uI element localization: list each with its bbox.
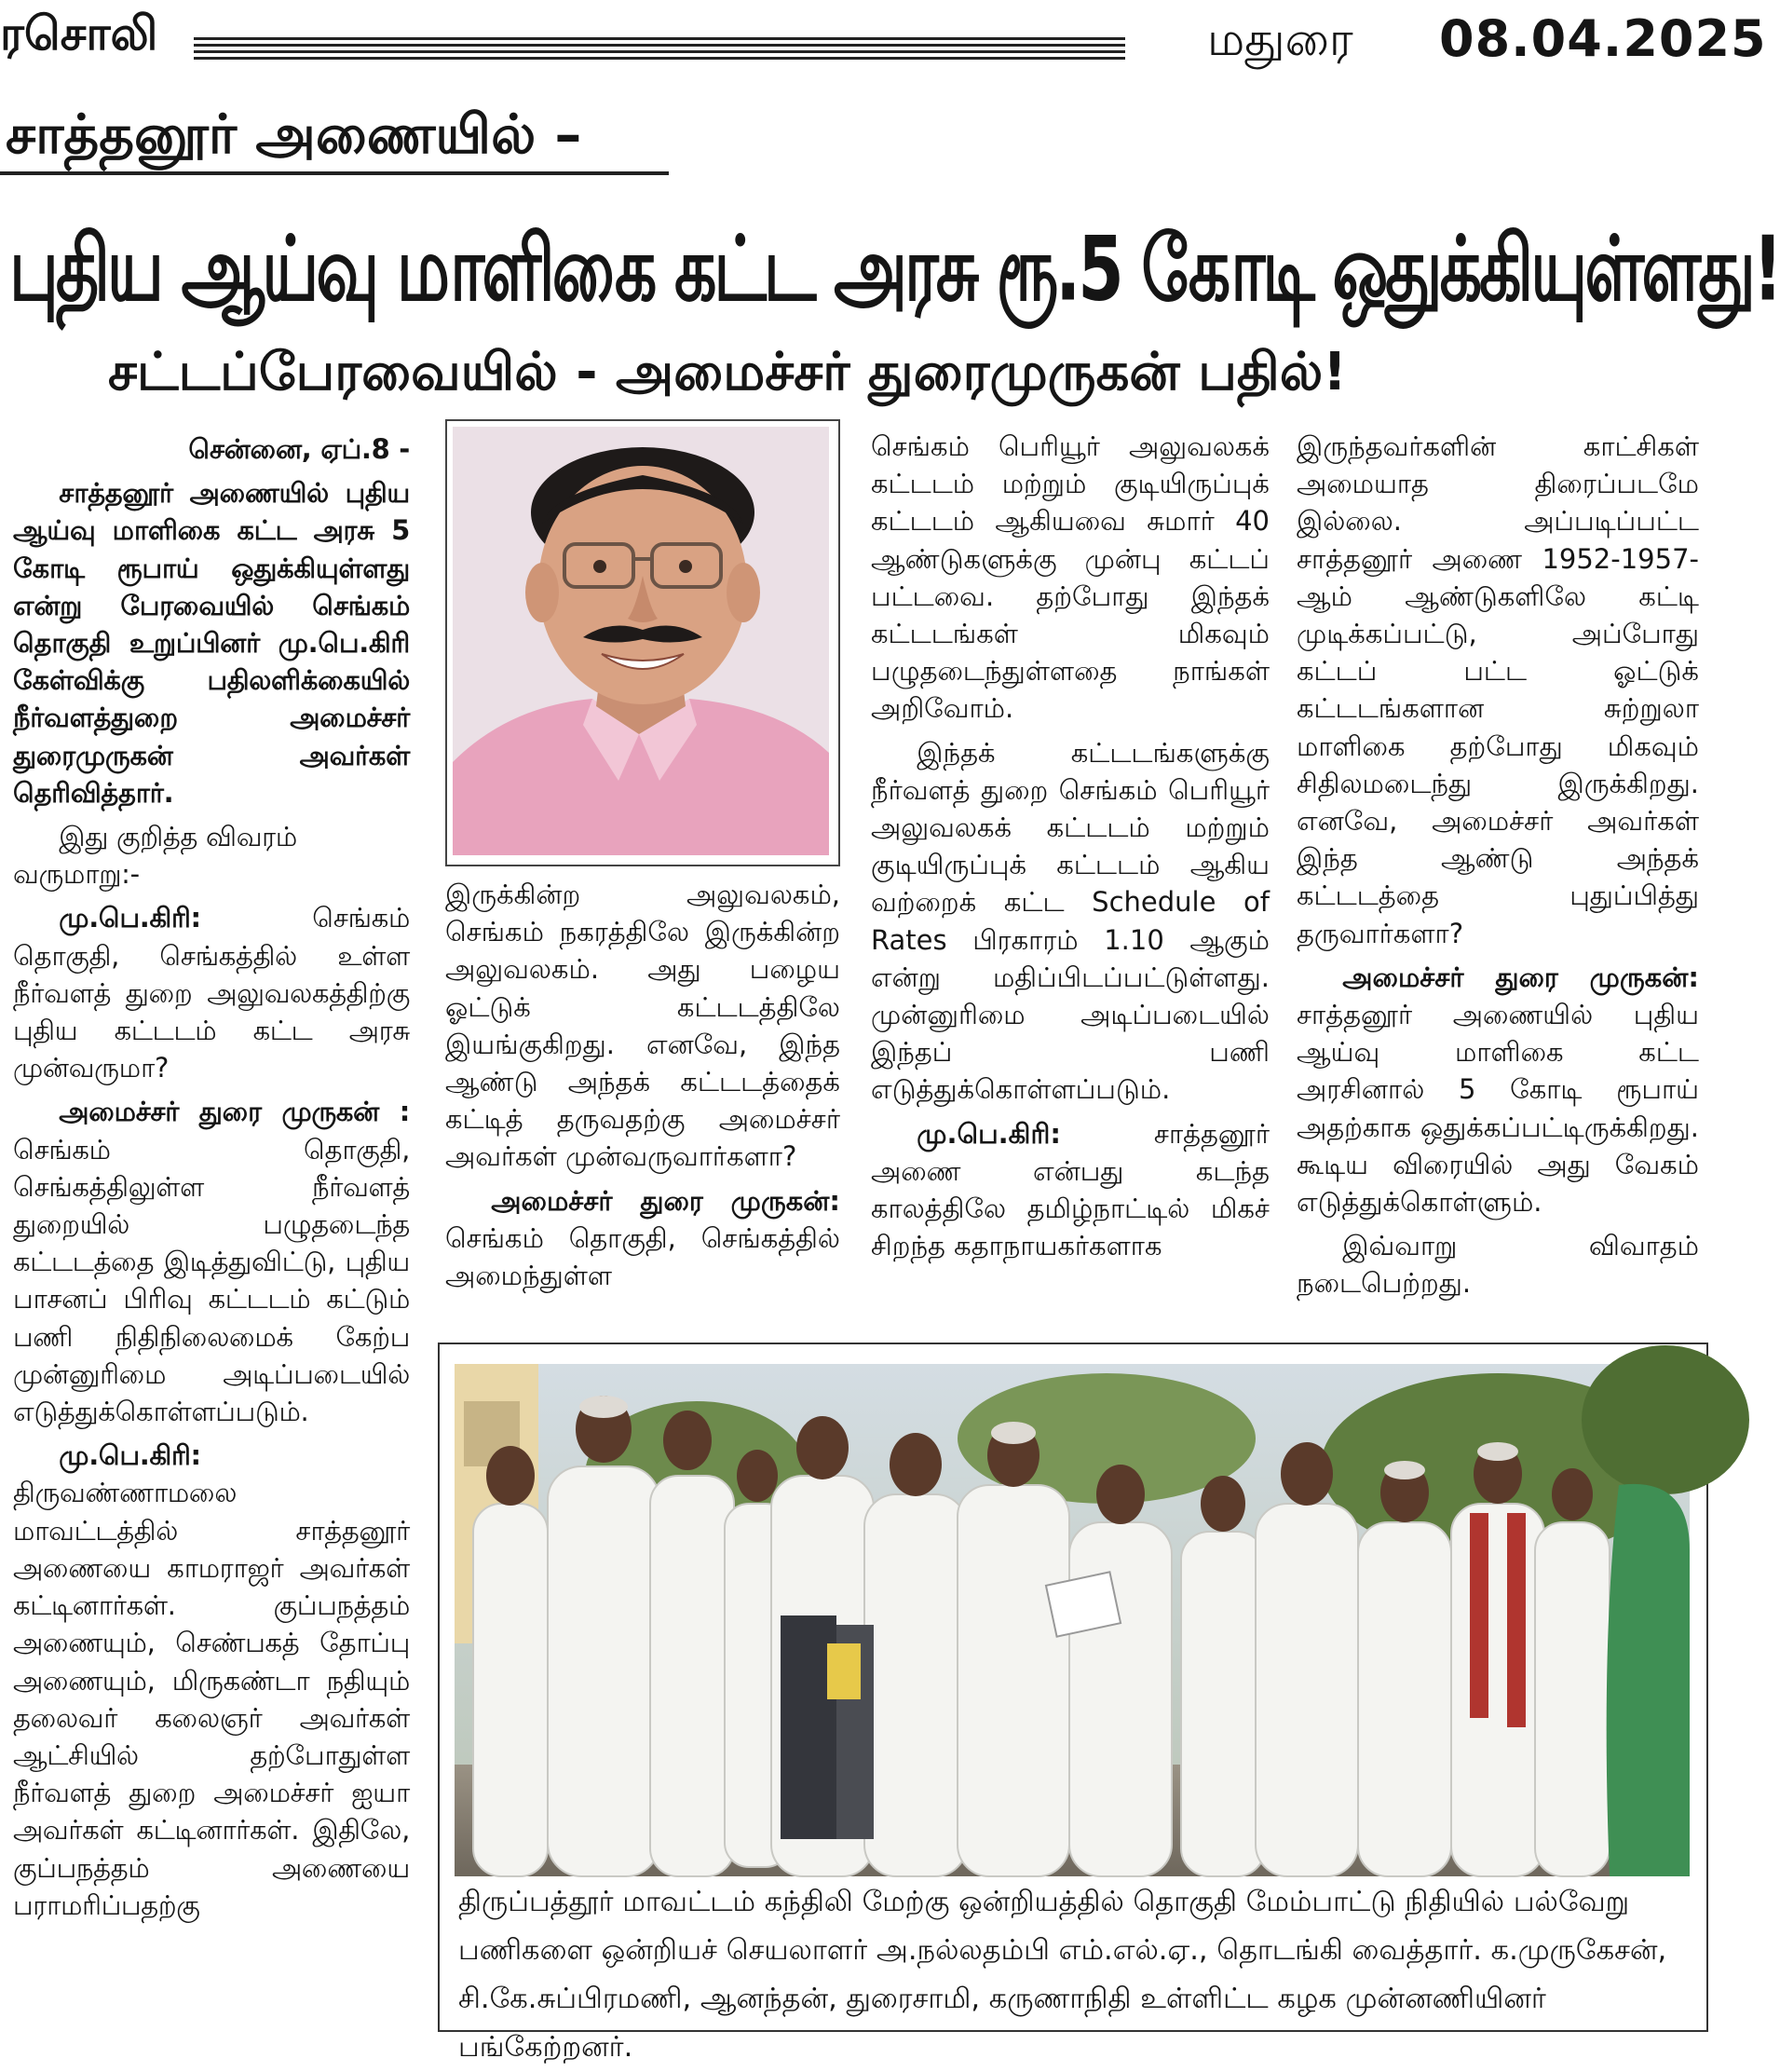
newspaper-name: ரசொலி xyxy=(0,7,158,61)
paragraph-text: இந்தக் கட்டடங்களுக்கு நீர்வளத் துறை செங்கம் பெரியூர் அலுவலகக் கட்டடம் மற்றும் குடியிருப்புக் கட்டடம் ஆகிய வற்றைக் கட்ட Schedule of Rates பிரகாரம் 1.10 ஆகும் என்று மதிப்பிடப்பட்டுள்ளது. முன்னுரிமை அடிப்படையில் இந்தப் பணி எடுத்துக்கொள்ளப்படும். xyxy=(871,736,1270,1106)
speaker-name: மு.பெ.கிரி: xyxy=(59,902,201,934)
paragraph xyxy=(871,428,1270,728)
paragraph-text: இருக்கின்ற அலுவலகம், செங்கம் நகரத்திலே இருக்கின்ற அலுவலகம். அது பழைய ஓட்டுக் கட்டடத்திலே இயங்குகிறது. எனவே, இந்த ஆண்டு அந்தக் கட்டடத்தைக் கட்டித் தருவதற்கு அமைச்சர் அவர்கள் முன்வருவார்களா? xyxy=(445,879,840,1173)
paragraph xyxy=(13,1437,410,1924)
paragraph-text: செங்கம் தொகுதி, செங்கத்திலுள்ள நீர்வளத் துறையில் பழுதடைந்த கட்டடத்தை இடித்துவிட்டு, புதிய பாசனப் பிரிவு கட்டடம் கட்டும் பணி நிதிநிலைமைக் கேற்ப முன்னுரிமை அடிப்படையில் எடுத்துக்கொள்ளப்படும். xyxy=(13,1133,410,1428)
paragraph xyxy=(871,734,1270,1109)
paragraph-text: செங்கம் தொகுதி, செங்கத்தில் அமைந்துள்ள xyxy=(445,1221,840,1292)
paragraph-text: செங்கம் பெரியூர் அலுவலகக் கட்டடம் மற்றும் குடியிருப்புக் கட்டடம் ஆகியவை சுமார் 40 ஆண்டுகளுக்கு முன்பு கட்டப் பட்டவை. தற்போது இந்தக் கட்டடங்கள் மிகவும் பழுதடைந்துள்ளதை நாங்கள் அறிவோம். xyxy=(871,430,1270,725)
paragraph xyxy=(445,1182,840,1295)
speaker-name: மு.பெ.கிரி: xyxy=(59,1439,201,1472)
kicker-underline xyxy=(0,171,669,175)
speaker-name: அமைச்சர் துரை முருகன்: xyxy=(1342,961,1699,993)
paragraph xyxy=(1297,959,1699,1220)
headline-kicker: சாத்தனூர் அணையில் – xyxy=(6,102,582,166)
masthead-rule xyxy=(194,37,1125,60)
paragraph xyxy=(13,899,410,1086)
speaker-name: அமைச்சர் துரை முருகன் : xyxy=(59,1096,410,1128)
paragraph xyxy=(13,1093,410,1430)
speaker-name: அமைச்சர் துரை முருகன்: xyxy=(491,1184,840,1217)
paragraph-text: செங்கம் தொகுதி, செங்கத்தில் உள்ள நீர்வளத் துறை அலுவலகத்திற்கு புதிய கட்டடம் கட்ட அரசு முன்வருமா? xyxy=(13,902,410,1084)
sub-headline: சட்டப்பேரவையில் - அமைச்சர் துரைமுருகன் பதில்! xyxy=(108,342,1347,402)
paragraph xyxy=(445,876,840,1176)
minister-portrait xyxy=(453,427,829,855)
paragraph-text: திருவண்ணாமலை மாவட்டத்தில் சாத்தனூர் அணையை காமராஜர் அவர்கள் கட்டினார்கள். குப்பநத்தம் அணையும், செண்பகத் தோப்பு அணையும், மிருகண்டா நதியும் தலைவர் கலைஞர் அவர்கள் ஆட்சியில் தற்போதுள்ள நீர்வளத் துறை அமைச்சர் ஐயா அவர்கள் கட்டினார்கள். இதிலே, குப்பநத்தம் அணையை பராமரிப்பதற்கு xyxy=(13,1477,410,1921)
dateline: சென்னை, ஏப்.8 - xyxy=(188,433,410,465)
paragraph-text: இவ்வாறு விவாதம் நடைபெற்றது. xyxy=(1297,1230,1699,1300)
photo-caption: திருப்பத்தூர் மாவட்டம் கந்திலி மேற்கு ஒன்றியத்தில் தொகுதி மேம்பாட்டு நிதியில் பல்வேறு பணிகளை ஒன்றியச் செயலாளர் அ.நல்லதம்பி எம்.எல்.ஏ., தொடங்கி வைத்தார். க.முருகேசன், சி.கே.சுப்பிரமணி, ஆனந்தன், துரைசாமி, கருணாநிதி உள்ளிட்ட கழக முன்னணியினர் பங்கேற்றனர். xyxy=(458,1886,1667,2064)
article-column-3 xyxy=(871,428,1270,1271)
article-column-1 xyxy=(13,430,410,1930)
event-photo xyxy=(455,1364,1690,1876)
edition-city: மதுரை xyxy=(1207,12,1353,66)
paragraph xyxy=(871,1115,1270,1265)
paragraph-text: இருந்தவர்களின் காட்சிகள் அமையாத திரைப்படமே இல்லை. அப்படிப்பட்ட சாத்தனூர் அணை 1952-1957-ஆம் ஆண்டுகளிலே கட்டி முடிக்கப்பட்டு, அப்போது கட்டப் பட்ட ஓட்டுக் கட்டடங்களான சுற்றுலா மாளிகை தற்போது மிகவும் சிதிலமடைந்து இருக்கிறது. எனவே, அமைச்சர் அவர்கள் இந்த ஆண்டு அந்தக் கட்டடத்தை புதுப்பித்து தருவார்களா? xyxy=(1297,430,1699,949)
speaker-name: மு.பெ.கிரி: xyxy=(917,1117,1061,1150)
article-lead: சாத்தனூர் அணையில் புதிய ஆய்வு மாளிகை கட்ட அரசு 5 கோடி ரூபாய் ஒதுக்கியுள்ளது என்று பேரவையில் செங்கம் தொகுதி உறுப்பினர் மு.பெ.கிரி கேள்விக்கு பதிலளிக்கையில் நீர்வளத்துறை அமைச்சர் துரைமுருகன் அவர்கள் தெரிவித்தார். xyxy=(13,477,410,809)
paragraph-text: சாத்தனூர் அணையில் புதிய ஆய்வு மாளிகை கட்ட அரசினால் 5 கோடி ரூபாய் அதற்காக ஒதுக்கப்பட்டிருக்கிறது. கூடிய விரையில் அது வேகம் எடுத்துக்கொள்ளும். xyxy=(1297,999,1699,1219)
paragraph-text: சாத்தனூர் அணை என்பது கடந்த காலத்திலே தமிழ்நாட்டில் மிகச் சிறந்த கதாநாயகர்களாக xyxy=(871,1117,1270,1262)
portrait-illustration xyxy=(453,427,829,855)
paragraph xyxy=(1297,428,1699,952)
paragraph xyxy=(1297,1227,1699,1302)
article-intro: இது குறித்த விவரம் வருமாறு:- xyxy=(13,821,297,891)
article-column-2 xyxy=(445,876,840,1301)
article-column-4 xyxy=(1297,428,1699,1309)
event-photo-illustration xyxy=(455,1364,1690,1876)
main-headline: புதிய ஆய்வு மாளிகை கட்ட அரசு ரூ.5 கோடி ஒதுக்கியுள்ளது! xyxy=(9,216,1780,321)
edition-date: 08.04.2025 xyxy=(1439,9,1767,68)
